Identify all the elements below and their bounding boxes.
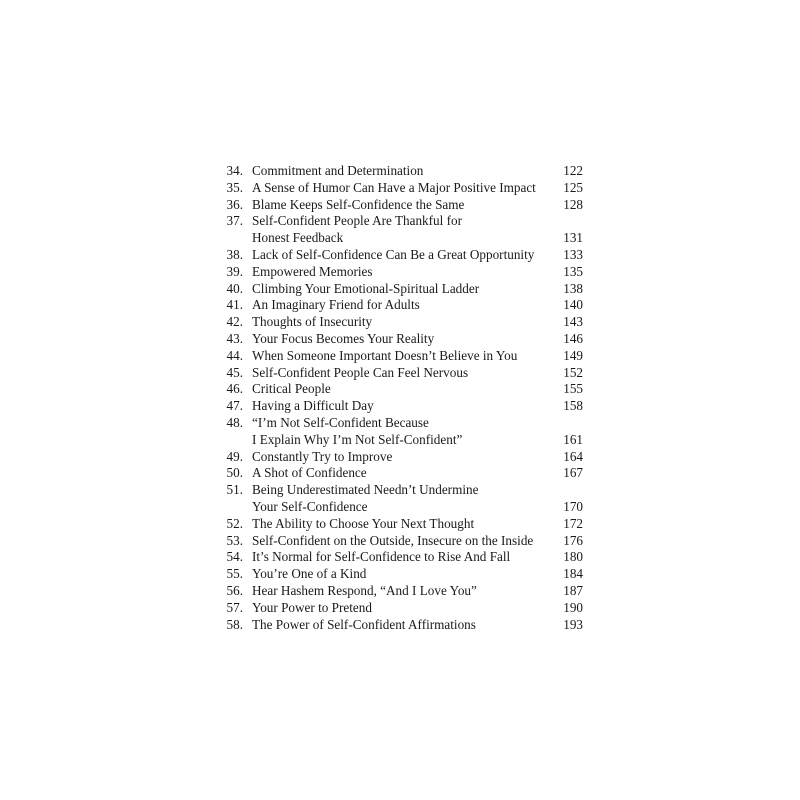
entry-page-number: 190 — [563, 599, 583, 615]
toc-entry — [213, 449, 583, 466]
entry-page-number: 135 — [563, 263, 583, 279]
entry-title: Commitment and Determination — [252, 163, 424, 178]
toc-entry — [213, 398, 583, 415]
toc-entry-line — [213, 247, 583, 264]
toc-entry — [213, 617, 583, 634]
entry-page-number: 172 — [563, 515, 583, 531]
entry-page-number: 176 — [563, 532, 583, 548]
entry-number: 41. — [226, 297, 243, 313]
entry-page-number: 164 — [563, 448, 583, 464]
entry-page-number: 140 — [563, 297, 583, 313]
entry-title: Lack of Self-Confidence Can Be a Great Opportunity — [252, 246, 535, 262]
entry-page-number: 128 — [563, 196, 583, 212]
toc-entry — [213, 365, 583, 382]
entry-page-number: 131 — [563, 230, 583, 246]
entry-page-number: 138 — [563, 280, 583, 296]
toc-entry-line — [213, 180, 583, 197]
entry-page-number: 133 — [563, 246, 583, 262]
entry-title: Your Focus Becomes Your Reality — [252, 330, 435, 346]
toc-entry-line — [213, 348, 583, 365]
entry-number: 58. — [226, 616, 243, 632]
entry-title: Blame Keeps Self-Confidence the Same — [252, 196, 465, 212]
toc-entry-line — [213, 331, 583, 348]
toc-entry-line — [213, 281, 583, 298]
entry-number: 51. — [226, 482, 243, 498]
toc-entry-line — [213, 482, 583, 499]
toc-entry — [213, 213, 583, 247]
entry-title: Climbing Your Emotional-Spiritual Ladder — [252, 280, 480, 296]
toc-entry-line — [213, 617, 583, 634]
entry-title: A Shot of Confidence — [252, 465, 367, 481]
entry-number: 53. — [226, 532, 243, 548]
entry-title: Your Power to Pretend — [252, 599, 372, 615]
entry-title: Your Self-Confidence — [252, 498, 368, 514]
entry-number: 39. — [226, 263, 243, 279]
entry-page-number: 193 — [563, 616, 583, 632]
toc-entry — [213, 197, 583, 214]
entry-number: 54. — [226, 549, 243, 565]
toc-entry — [213, 566, 583, 583]
toc-entry-line — [213, 600, 583, 617]
toc-entry — [213, 331, 583, 348]
entry-page-number: 161 — [563, 431, 583, 447]
toc-entry-line — [213, 465, 583, 482]
toc-entry-line — [213, 449, 583, 466]
toc-entry-line — [213, 264, 583, 281]
entry-title: Self-Confident People Can Feel Nervous — [252, 364, 469, 380]
entry-number: 56. — [226, 582, 243, 598]
toc-entry-line — [213, 297, 583, 314]
entry-number: 46. — [226, 381, 243, 397]
toc-entry-line — [213, 213, 583, 230]
toc-entry-line — [213, 566, 583, 583]
entry-page-number: 152 — [563, 364, 583, 380]
toc-entry-line — [213, 365, 583, 382]
toc-entry — [213, 348, 583, 365]
entry-page-number: 158 — [563, 398, 583, 414]
toc-entry-line — [213, 432, 583, 449]
toc-entry — [213, 163, 583, 180]
entry-page-number: 122 — [563, 163, 583, 178]
toc-entry — [213, 381, 583, 398]
entry-title: The Ability to Choose Your Next Thought — [252, 515, 475, 531]
entry-page-number: 167 — [563, 465, 583, 481]
entry-page-number: 170 — [563, 498, 583, 514]
entry-title: Self-Confident People Are Thankful for — [252, 213, 462, 229]
entry-page-number: 143 — [563, 314, 583, 330]
entry-number: 35. — [226, 179, 243, 195]
entry-page-number: 187 — [563, 582, 583, 598]
entry-number: 49. — [226, 448, 243, 464]
entry-page-number: 149 — [563, 347, 583, 363]
entry-number: 52. — [226, 515, 243, 531]
toc-entry — [213, 516, 583, 533]
entry-number: 48. — [226, 414, 243, 430]
entry-number: 38. — [226, 246, 243, 262]
toc-entry — [213, 465, 583, 482]
toc-entry — [213, 533, 583, 550]
entry-page-number: 146 — [563, 330, 583, 346]
toc-entry-line — [213, 415, 583, 432]
entry-number: 43. — [226, 330, 243, 346]
entry-title: You’re One of a Kind — [252, 566, 367, 582]
entry-number: 47. — [226, 398, 243, 414]
toc-entry — [213, 583, 583, 600]
toc-entry-line — [213, 381, 583, 398]
table-of-contents — [213, 163, 583, 633]
toc-entry-line — [213, 314, 583, 331]
toc-entry-line — [213, 197, 583, 214]
entry-title: A Sense of Humor Can Have a Major Positive Impact — [252, 179, 536, 195]
entry-number: 42. — [226, 314, 243, 330]
entry-number: 44. — [226, 347, 243, 363]
entry-title: An Imaginary Friend for Adults — [252, 297, 420, 313]
toc-entry-line — [213, 163, 583, 180]
toc-entry-line — [213, 533, 583, 550]
toc-entry — [213, 314, 583, 331]
toc-entry — [213, 264, 583, 281]
toc-entry-line — [213, 398, 583, 415]
entry-number: 40. — [226, 280, 243, 296]
toc-entry — [213, 281, 583, 298]
toc-entry-line — [213, 549, 583, 566]
entry-title: Empowered Memories — [252, 263, 373, 279]
entry-title: Having a Difficult Day — [252, 398, 374, 414]
entry-title: When Someone Important Doesn’t Believe in You — [252, 347, 518, 363]
entry-title: It’s Normal for Self-Confidence to Rise And Fall — [252, 549, 511, 565]
entry-title: Critical People — [252, 381, 331, 397]
entry-number: 34. — [226, 163, 243, 178]
entry-number: 36. — [226, 196, 243, 212]
entry-title: “I’m Not Self-Confident Because — [252, 414, 429, 430]
entry-number: 45. — [226, 364, 243, 380]
toc-entry-line — [213, 230, 583, 247]
toc-entry-line — [213, 516, 583, 533]
toc-entry-line — [213, 583, 583, 600]
entry-title: Being Underestimated Needn’t Undermine — [252, 482, 479, 498]
toc-entry — [213, 549, 583, 566]
entry-page-number: 180 — [563, 549, 583, 565]
toc-entry — [213, 415, 583, 449]
entry-number: 57. — [226, 599, 243, 615]
entry-page-number: 184 — [563, 566, 583, 582]
entry-number: 50. — [226, 465, 243, 481]
toc-entry — [213, 600, 583, 617]
entry-page-number: 125 — [563, 179, 583, 195]
entry-title: Hear Hashem Respond, “And I Love You” — [252, 582, 477, 598]
entry-title: Honest Feedback — [252, 230, 344, 246]
entry-title: Thoughts of Insecurity — [252, 314, 373, 330]
entry-title: I Explain Why I’m Not Self-Confident” — [252, 431, 463, 447]
toc-entry — [213, 247, 583, 264]
toc-entry-line — [213, 499, 583, 516]
entry-number: 55. — [226, 566, 243, 582]
entry-number: 37. — [226, 213, 243, 229]
toc-entry — [213, 297, 583, 314]
entry-title: Constantly Try to Improve — [252, 448, 393, 464]
toc-entry — [213, 482, 583, 516]
entry-title: The Power of Self-Confident Affirmations — [252, 616, 476, 632]
entry-page-number: 155 — [563, 381, 583, 397]
toc-entry — [213, 180, 583, 197]
entry-title: Self-Confident on the Outside, Insecure on the Inside — [252, 532, 534, 548]
